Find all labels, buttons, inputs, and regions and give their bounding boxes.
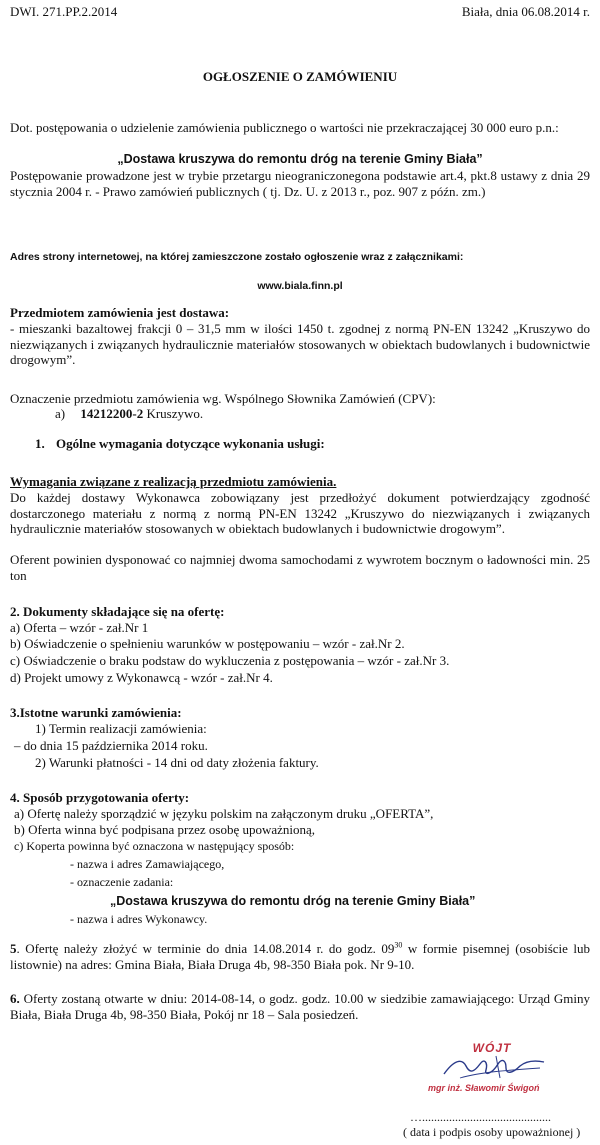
envelope-line: - oznaczenie zadania: [70,875,174,889]
envelope-line: - nazwa i adres Wykonawcy. [70,912,208,926]
signature-dots: …........................................... [410,1110,551,1124]
place-date: Biała, dnia 06.08.2014 r. [461,4,590,19]
section3-term: 1) Termin realizacji zamówienia: [35,721,207,736]
website-label: Adres strony internetowej, na której zamieszczone zostało ogłoszenie wraz z załącznikami: [10,251,464,263]
section3-term-detail: – do dnia 15 października 2014 roku. [14,738,208,753]
section6-number: 6. [10,991,20,1006]
section2-heading: 2. Dokumenty składające się na ofertę: [10,604,225,619]
handwritten-signature [440,1052,550,1082]
envelope-line: - nazwa i adres Zamawiającego, [70,857,225,871]
section1-heading [35,436,325,452]
section4-item-c: c) Koperta powinna być oznaczona w następujący sposób: [14,839,295,853]
stamp-title: WÓJT [472,1041,512,1055]
section1-paragraph: Do każdej dostawy Wykonawca zobowiązany jest przedłożyć dokument potwierdzający zgodność dostarczonego materiału z normą z normą PN-EN 13242 „Kruszywo do niezwiązanych i związanych hydraulicznie materiałów stosowanych w obiektach budowlanych i budownictwie drogowym”. [10,490,590,536]
section3-payment: 2) Warunki płatności - 14 dni od daty złożenia faktury. [35,755,319,770]
section2-item: b) Oświadczenie o spełnieniu warunków w postępowaniu – wzór - zał.Nr 2. [10,636,405,651]
section4-item-a: a) Ofertę należy sporządzić w języku polskim na załączonym druku „OFERTA”, [14,806,434,821]
section4-item-b: b) Oferta winna być podpisana przez osobę upoważnioną, [14,822,316,837]
section6-text: Oferty zostaną otwarte w dniu: 2014-08-14, o godz. godz. 10.00 w siedzibie zamawiającego: Urząd Gminy Biała, Biała Druga 4b, 98-350 Biała, Pokój nr 18 – Sala posiedzeń. [10,991,590,1022]
cpv-description: Kruszywo. [143,406,204,421]
envelope-subject: „Dostawa kruszywa do remontu dróg na terenie Gminy Biała” [110,894,476,908]
section1-subheading: Wymagania związane z realizacją przedmiotu zamówienia. [10,474,337,489]
document-reference: DWI. 271.PP.2.2014 [10,4,118,19]
section6-paragraph [10,991,590,1022]
section5-time-superscript: 30 [394,940,403,950]
section2-item: a) Oferta – wzór - zał.Nr 1 [10,620,149,635]
section5-text-a: . Ofertę należy złożyć w terminie do dnia 14.08.2014 r. do godz. 09 [16,941,395,956]
section4-heading: 4. Sposób przygotowania oferty: [10,790,190,805]
intro-paragraph: Dot. postępowania o udzielenie zamówienia publicznego o wartości nie przekraczającej 30 000 euro p.n.: [10,120,559,135]
subject-heading: Przedmiotem zamówienia jest dostawa: [10,305,230,320]
section5-paragraph [10,941,590,972]
cpv-item [55,406,203,422]
website-url[interactable]: www.biala.finn.pl [257,280,343,292]
section1-number: 1. [35,436,45,451]
section1-title: Ogólne wymagania dotyczące wykonania usługi: [56,436,325,451]
cpv-code: 14212200-2 [80,406,144,421]
page-title: OGŁOSZENIE O ZAMÓWIENIU [202,69,398,84]
order-subject: „Dostawa kruszywa do remontu dróg na terenie Gminy Biała” [117,152,483,166]
section2-item: d) Projekt umowy z Wykonawcą - wzór - zał.Nr 4. [10,670,273,685]
signature-caption: ( data i podpis osoby upoważnionej ) [403,1125,581,1139]
stamp-name: mgr inż. Sławomir Świgoń [428,1083,540,1093]
cpv-marker: a) [55,406,66,421]
subject-description: - mieszanki bazaltowej frakcji 0 – 31,5 mm w ilości 1450 t. zgodnej z normą PN-EN 13242 „Kruszywo do niezwiązanych i związanych hydraulicznie materiałów stosowanych w obiektach budowlanych i budownictwie drogowym”. [10,321,590,367]
section3-heading: 3.Istotne warunki zamówienia: [10,705,182,720]
section2-item: c) Oświadczenie o braku podstaw do wykluczenia z postępowania – wzór - zał.Nr 3. [10,653,450,668]
section5-number: 5 [10,941,17,956]
cpv-label: Oznaczenie przedmiotu zamówienia wg. Wspólnego Słownika Zamówień (CPV): [10,391,436,406]
section1-vehicles: Oferent powinien dysponować co najmniej dwoma samochodami z wywrotem bocznym o ładowności min. 25 ton [10,552,590,583]
procedure-paragraph: Postępowanie prowadzone jest w trybie przetargu nieograniczonegona podstawie art.4, pkt.8 ustawy z dnia 29 stycznia 2004 r. - Prawo zamówień publicznych ( tj. Dz. U. z 2013 r., poz. 907 z późn. zm.) [10,168,590,199]
section5-text-b: w formie pisemnej (osobiście lub listownie) na adres: Gmina Biała, Biała Druga 4b, 98-350 Biała pok. Nr 9-10. [10,941,590,972]
